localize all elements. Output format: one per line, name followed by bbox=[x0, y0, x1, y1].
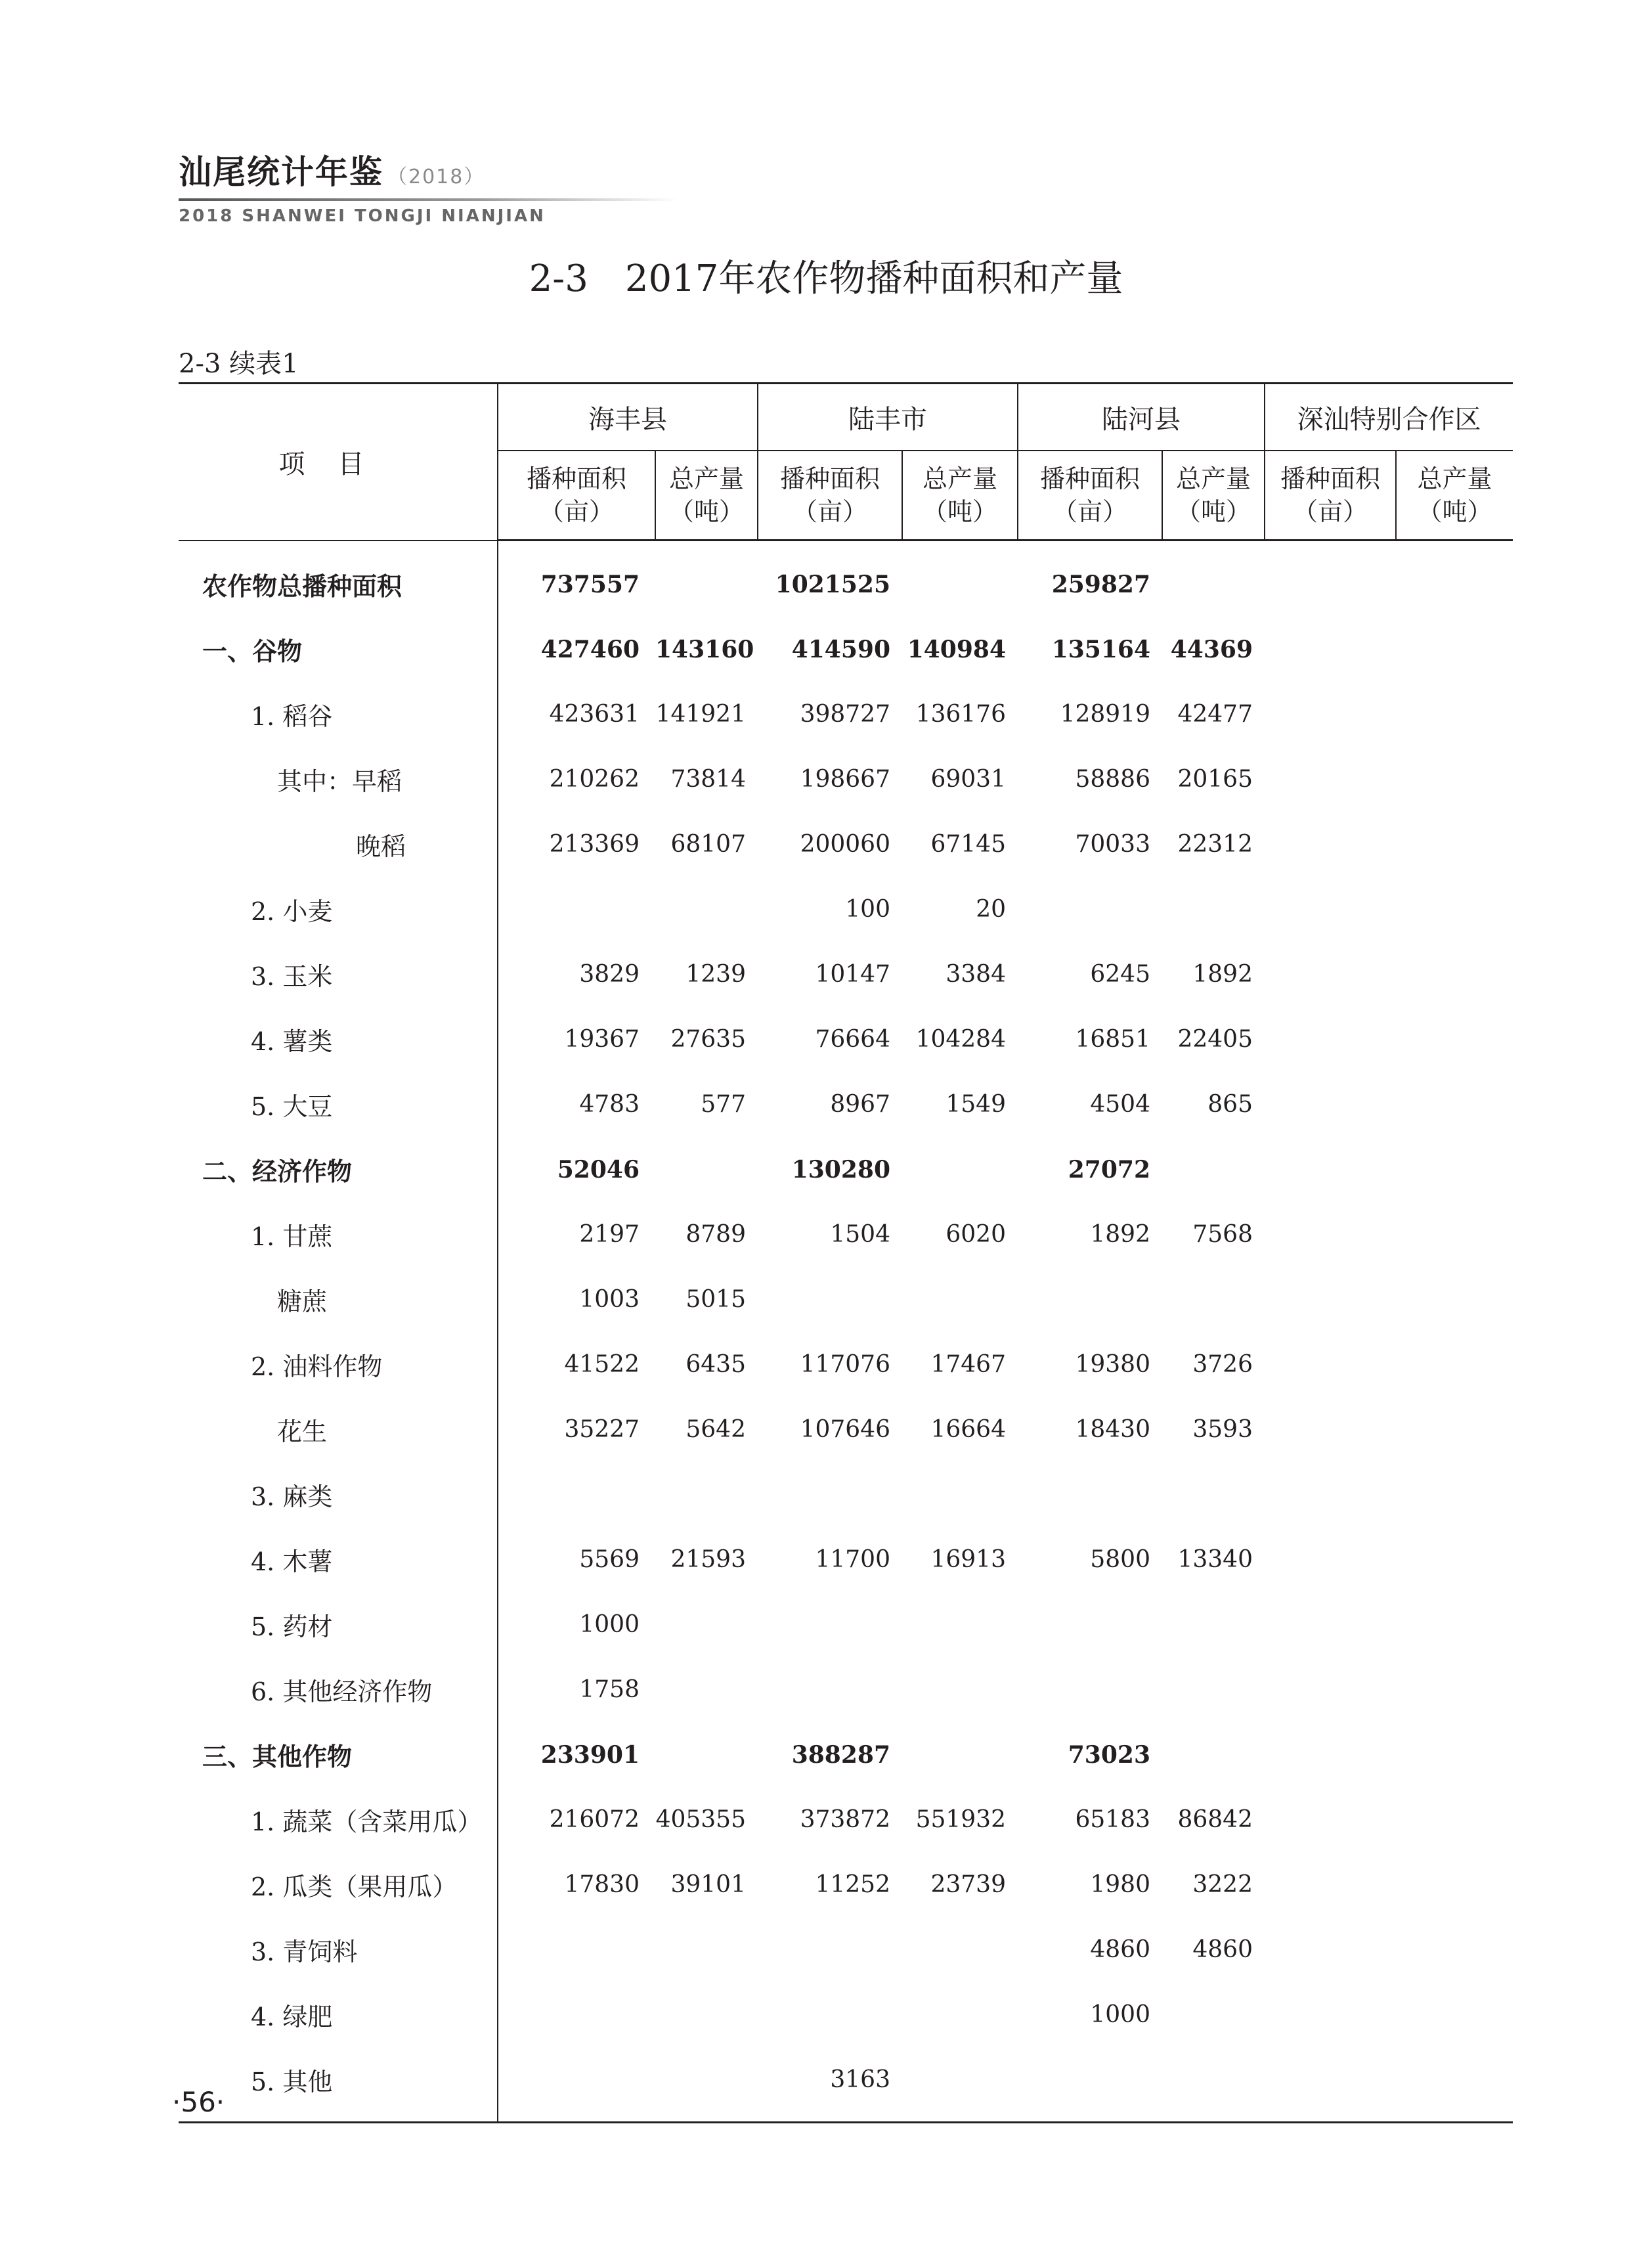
table-cell bbox=[902, 1592, 1018, 1657]
row-label: 二、经济作物 bbox=[202, 1157, 353, 1186]
table-cell: 107646 bbox=[800, 1416, 890, 1443]
table-cell: 1000 bbox=[498, 1592, 655, 1657]
book-subtitle: 2018 SHANWEI TONGJI NIANJIAN bbox=[179, 206, 546, 226]
table-cell bbox=[1162, 1462, 1265, 1527]
table-cell: 27072 bbox=[1068, 1155, 1150, 1184]
table-cell: 13340 bbox=[1177, 1546, 1253, 1573]
book-title: 汕尾统计年鉴 bbox=[179, 153, 383, 191]
table-cell: 3163 bbox=[758, 2047, 902, 2123]
output-column-header: 总产量 （吨） bbox=[1396, 451, 1513, 541]
row-label: 2. 小麦 bbox=[251, 897, 333, 926]
table-cell bbox=[1396, 1722, 1513, 1787]
table-row bbox=[179, 942, 1513, 1007]
table-cell bbox=[498, 2047, 655, 2123]
table-cell: 1980 bbox=[1090, 1871, 1150, 1898]
table-cell: 5800 bbox=[1090, 1546, 1150, 1573]
row-label: 5. 其他 bbox=[179, 2047, 498, 2123]
table-cell: 737557 bbox=[498, 541, 655, 617]
table-cell: 5015 bbox=[685, 1286, 746, 1313]
row-label: 三、其他作物 bbox=[202, 1742, 353, 1771]
table-cell bbox=[1396, 1397, 1513, 1462]
table-cell bbox=[1265, 877, 1396, 942]
table-cell bbox=[902, 1657, 1018, 1722]
table-cell bbox=[902, 1722, 1018, 1787]
table-cell: 233901 bbox=[498, 1722, 655, 1787]
table-caption: 2-3 续表1 bbox=[179, 349, 299, 379]
table-cell: 1892 bbox=[1192, 961, 1253, 988]
table-cell bbox=[655, 1462, 758, 1527]
table-cell: 21593 bbox=[670, 1546, 746, 1573]
table-cell: 1021525 bbox=[775, 570, 890, 598]
table-cell bbox=[1396, 1917, 1513, 1982]
table-cell bbox=[1265, 812, 1396, 877]
table-cell bbox=[498, 877, 655, 942]
table-cell bbox=[498, 1462, 655, 1527]
table-cell bbox=[1018, 877, 1162, 942]
table-cell bbox=[1162, 1592, 1265, 1657]
table-cell bbox=[1265, 1072, 1396, 1137]
table-cell: 143160 bbox=[655, 635, 754, 663]
table-cell: 2197 bbox=[498, 1202, 655, 1267]
table-cell: 11252 bbox=[815, 1871, 890, 1898]
table-cell: 35227 bbox=[498, 1397, 655, 1462]
table-cell: 136176 bbox=[915, 701, 1006, 728]
page-number: ·56· bbox=[172, 2086, 225, 2118]
table-cell: 5569 bbox=[498, 1527, 655, 1592]
region-header: 陆丰市 bbox=[758, 384, 1018, 451]
table-cell: 6245 bbox=[1090, 961, 1150, 988]
table-cell: 865 bbox=[1207, 1091, 1253, 1118]
table-cell bbox=[1018, 1267, 1162, 1332]
table-cell: 16664 bbox=[930, 1416, 1006, 1443]
table-row bbox=[179, 1202, 1513, 1267]
table-cell bbox=[758, 1462, 902, 1527]
table-row bbox=[179, 1787, 1513, 1852]
table-cell: 8967 bbox=[830, 1091, 890, 1118]
table-cell: 140984 bbox=[907, 635, 1006, 663]
table-cell bbox=[1018, 2047, 1162, 2123]
table-cell bbox=[1265, 1267, 1396, 1332]
table-cell bbox=[1162, 1267, 1265, 1332]
table-row bbox=[179, 617, 1513, 682]
table-cell bbox=[902, 1267, 1018, 1332]
table-cell: 39101 bbox=[670, 1871, 746, 1898]
table-cell bbox=[1396, 1462, 1513, 1527]
table-cell: 11700 bbox=[815, 1546, 890, 1573]
table-cell bbox=[1265, 617, 1396, 682]
row-label: 3. 玉米 bbox=[251, 962, 333, 991]
table-cell: 73023 bbox=[1068, 1740, 1150, 1769]
table-cell bbox=[1265, 1592, 1396, 1657]
table-cell bbox=[498, 1982, 655, 2047]
table-row bbox=[179, 1332, 1513, 1397]
crop-statistics-table bbox=[179, 382, 1513, 2123]
table-cell bbox=[1396, 942, 1513, 1007]
table-cell: 41522 bbox=[498, 1332, 655, 1397]
table-cell bbox=[655, 2047, 758, 2123]
table-cell: 6435 bbox=[685, 1351, 746, 1378]
table-cell bbox=[655, 1722, 758, 1787]
row-label: 1. 蔬菜（含菜用瓜） bbox=[251, 1807, 483, 1836]
table-cell: 1000 bbox=[1090, 2001, 1150, 2028]
row-label: 2. 油料作物 bbox=[251, 1352, 383, 1381]
table-cell bbox=[1396, 541, 1513, 617]
table-cell: 1003 bbox=[498, 1267, 655, 1332]
table-cell bbox=[1265, 2047, 1396, 2123]
table-cell: 16851 bbox=[1075, 1026, 1150, 1053]
table-cell: 10147 bbox=[815, 961, 890, 988]
table-row bbox=[179, 1007, 1513, 1072]
row-label: 4. 木薯 bbox=[251, 1547, 333, 1576]
region-header: 海丰县 bbox=[498, 384, 758, 451]
table-cell: 20165 bbox=[1177, 766, 1253, 793]
table-cell bbox=[1396, 1787, 1513, 1852]
table-cell: 1758 bbox=[498, 1657, 655, 1722]
row-label: 一、谷物 bbox=[202, 637, 303, 666]
table-body bbox=[179, 541, 1513, 2123]
table-row bbox=[179, 1267, 1513, 1332]
table-cell: 100 bbox=[845, 896, 890, 923]
table-row bbox=[179, 2047, 1513, 2123]
table-cell bbox=[758, 1657, 902, 1722]
table-cell bbox=[1396, 2047, 1513, 2123]
table-cell: 6020 bbox=[946, 1221, 1006, 1248]
table-cell bbox=[1162, 1137, 1265, 1202]
table-cell: 16913 bbox=[930, 1546, 1006, 1573]
row-label: 5. 大豆 bbox=[251, 1092, 333, 1121]
table-cell bbox=[1396, 617, 1513, 682]
table-row bbox=[179, 1722, 1513, 1787]
table-cell bbox=[902, 1917, 1018, 1982]
table-row bbox=[179, 1527, 1513, 1592]
table-cell: 4860 bbox=[1090, 1936, 1150, 1963]
row-label: 农作物总播种面积 bbox=[202, 571, 402, 601]
table-cell bbox=[1265, 541, 1396, 617]
table-cell: 398727 bbox=[800, 701, 890, 728]
table-cell bbox=[902, 1982, 1018, 2047]
table-cell bbox=[655, 1592, 758, 1657]
table-cell: 18430 bbox=[1075, 1416, 1150, 1443]
table-header bbox=[179, 384, 1513, 541]
area-column-header: 播种面积 （亩） bbox=[758, 451, 902, 541]
row-label: 花生 bbox=[277, 1417, 328, 1446]
table-cell: 4783 bbox=[498, 1072, 655, 1137]
table-cell: 70033 bbox=[1075, 831, 1150, 858]
table-cell: 8789 bbox=[685, 1221, 746, 1248]
table-cell: 4860 bbox=[1192, 1936, 1253, 1963]
table-cell: 210262 bbox=[498, 747, 655, 812]
table-cell bbox=[655, 1917, 758, 1982]
table-cell bbox=[1396, 747, 1513, 812]
table-cell bbox=[1265, 1397, 1396, 1462]
table-cell: 17830 bbox=[498, 1852, 655, 1917]
running-header bbox=[179, 146, 678, 226]
table-cell: 3829 bbox=[498, 942, 655, 1007]
table-cell: 3593 bbox=[1192, 1416, 1253, 1443]
table-row bbox=[179, 541, 1513, 617]
table-cell: 7568 bbox=[1192, 1221, 1253, 1248]
table-cell bbox=[1396, 812, 1513, 877]
table-cell bbox=[1265, 1137, 1396, 1202]
table-cell: 65183 bbox=[1075, 1806, 1150, 1833]
table-cell: 130280 bbox=[791, 1155, 890, 1184]
table-cell bbox=[655, 1657, 758, 1722]
table-row bbox=[179, 1982, 1513, 2047]
table-row bbox=[179, 1137, 1513, 1202]
table-cell bbox=[1265, 682, 1396, 747]
page-title: 2-3 2017年农作物播种面积和产量 bbox=[529, 257, 1123, 300]
output-column-header: 总产量 （吨） bbox=[1162, 451, 1265, 541]
table-cell bbox=[758, 1592, 902, 1657]
table-cell bbox=[1162, 2047, 1265, 2123]
table-cell: 69031 bbox=[930, 766, 1006, 793]
row-label: 6. 其他经济作物 bbox=[251, 1677, 433, 1706]
table-cell: 22312 bbox=[1177, 831, 1253, 858]
table-cell bbox=[1396, 1007, 1513, 1072]
table-cell bbox=[1265, 1657, 1396, 1722]
table-row bbox=[179, 812, 1513, 877]
table-cell: 19367 bbox=[498, 1007, 655, 1072]
table-cell bbox=[1396, 1852, 1513, 1917]
book-year: （2018） bbox=[387, 166, 485, 188]
table-row bbox=[179, 1397, 1513, 1462]
row-label: 5. 药材 bbox=[251, 1612, 333, 1641]
table-cell bbox=[1265, 1982, 1396, 2047]
table-cell: 198667 bbox=[800, 766, 890, 793]
table-cell bbox=[655, 541, 758, 617]
table-cell bbox=[1396, 877, 1513, 942]
table-cell bbox=[1396, 1267, 1513, 1332]
table-cell bbox=[655, 1137, 758, 1202]
table-cell bbox=[1396, 1332, 1513, 1397]
row-label: 4. 薯类 bbox=[251, 1027, 333, 1056]
table-row bbox=[179, 1072, 1513, 1137]
table-cell: 259827 bbox=[1051, 570, 1150, 598]
table-cell bbox=[1265, 1787, 1396, 1852]
table-cell bbox=[902, 2047, 1018, 2123]
area-column-header: 播种面积 （亩） bbox=[498, 451, 655, 541]
table-row bbox=[179, 682, 1513, 747]
table-cell bbox=[1396, 1072, 1513, 1137]
region-header: 陆河县 bbox=[1018, 384, 1265, 451]
table-cell bbox=[1162, 1722, 1265, 1787]
table-cell: 128919 bbox=[1060, 701, 1150, 728]
region-header: 深汕特别合作区 bbox=[1265, 384, 1513, 451]
table-cell: 27635 bbox=[670, 1026, 746, 1053]
table-cell: 4504 bbox=[1090, 1091, 1150, 1118]
table-row bbox=[179, 1852, 1513, 1917]
book-title-line bbox=[179, 146, 678, 193]
table-cell: 23739 bbox=[930, 1871, 1006, 1898]
table-row bbox=[179, 1917, 1513, 1982]
table-cell bbox=[498, 1917, 655, 1982]
table-cell bbox=[1018, 1592, 1162, 1657]
row-label: 糖蔗 bbox=[277, 1287, 328, 1316]
statistics-table-container bbox=[179, 382, 1513, 2123]
table-cell: 1549 bbox=[946, 1091, 1006, 1118]
table-cell bbox=[1018, 1462, 1162, 1527]
table-cell bbox=[1018, 1657, 1162, 1722]
table-cell: 104284 bbox=[915, 1026, 1006, 1053]
table-cell: 76664 bbox=[815, 1026, 890, 1053]
table-cell bbox=[902, 1462, 1018, 1527]
table-cell: 141921 bbox=[655, 701, 746, 728]
table-cell: 1239 bbox=[685, 961, 746, 988]
row-label: 3. 青饲料 bbox=[251, 1937, 358, 1966]
table-cell: 551932 bbox=[915, 1806, 1006, 1833]
table-cell bbox=[1396, 1592, 1513, 1657]
table-row bbox=[179, 1657, 1513, 1722]
table-cell bbox=[1265, 1722, 1396, 1787]
area-column-header: 播种面积 （亩） bbox=[1018, 451, 1162, 541]
table-cell bbox=[1162, 877, 1265, 942]
table-cell bbox=[902, 1137, 1018, 1202]
table-cell: 1504 bbox=[830, 1221, 890, 1248]
row-label: 3. 麻类 bbox=[251, 1482, 333, 1511]
table-cell: 135164 bbox=[1051, 635, 1150, 663]
table-cell bbox=[758, 1267, 902, 1332]
table-cell bbox=[1265, 1527, 1396, 1592]
table-cell: 117076 bbox=[800, 1351, 890, 1378]
table-cell bbox=[1162, 541, 1265, 617]
table-cell: 52046 bbox=[498, 1137, 655, 1202]
table-cell: 73814 bbox=[670, 766, 746, 793]
table-cell: 44369 bbox=[1170, 635, 1253, 663]
table-row bbox=[179, 1592, 1513, 1657]
table-cell bbox=[1265, 1007, 1396, 1072]
table-cell bbox=[1162, 1657, 1265, 1722]
table-cell: 216072 bbox=[498, 1787, 655, 1852]
table-cell: 19380 bbox=[1075, 1351, 1150, 1378]
table-cell: 17467 bbox=[930, 1351, 1006, 1378]
table-cell bbox=[1265, 1202, 1396, 1267]
table-cell bbox=[758, 1982, 902, 2047]
row-label: 1. 稻谷 bbox=[251, 702, 333, 731]
table-cell: 1892 bbox=[1090, 1221, 1150, 1248]
table-cell bbox=[1396, 1137, 1513, 1202]
row-label: 其中：早稻 bbox=[277, 767, 402, 796]
table-row bbox=[179, 877, 1513, 942]
table-cell: 405355 bbox=[655, 1806, 746, 1833]
table-cell: 5642 bbox=[685, 1416, 746, 1443]
table-cell: 388287 bbox=[791, 1740, 890, 1769]
table-cell bbox=[1265, 1462, 1396, 1527]
table-cell: 58886 bbox=[1075, 766, 1150, 793]
table-cell: 414590 bbox=[791, 635, 890, 663]
table-cell: 213369 bbox=[498, 812, 655, 877]
row-label: 1. 甘蔗 bbox=[251, 1222, 333, 1251]
table-cell bbox=[1396, 1202, 1513, 1267]
table-cell: 200060 bbox=[800, 831, 890, 858]
table-cell bbox=[1396, 1657, 1513, 1722]
table-cell bbox=[902, 541, 1018, 617]
table-cell bbox=[1265, 1852, 1396, 1917]
table-cell: 42477 bbox=[1177, 701, 1253, 728]
table-cell bbox=[655, 877, 758, 942]
table-cell: 3384 bbox=[946, 961, 1006, 988]
table-row bbox=[179, 1462, 1513, 1527]
table-row bbox=[179, 747, 1513, 812]
area-column-header: 播种面积 （亩） bbox=[1265, 451, 1396, 541]
table-cell: 423631 bbox=[498, 682, 655, 747]
table-cell: 86842 bbox=[1177, 1806, 1253, 1833]
table-cell bbox=[758, 1917, 902, 1982]
output-column-header: 总产量 （吨） bbox=[902, 451, 1018, 541]
table-cell: 3726 bbox=[1192, 1351, 1253, 1378]
table-cell: 3222 bbox=[1192, 1871, 1253, 1898]
table-cell bbox=[1265, 942, 1396, 1007]
row-label: 2. 瓜类（果用瓜） bbox=[251, 1872, 458, 1901]
table-cell bbox=[1265, 1917, 1396, 1982]
table-cell bbox=[1396, 1527, 1513, 1592]
table-cell bbox=[1265, 747, 1396, 812]
table-cell bbox=[1396, 1982, 1513, 2047]
table-cell: 22405 bbox=[1177, 1026, 1253, 1053]
table-cell: 427460 bbox=[498, 617, 655, 682]
table-cell bbox=[1162, 1982, 1265, 2047]
table-cell: 20 bbox=[976, 896, 1006, 923]
table-cell: 577 bbox=[701, 1091, 746, 1118]
output-column-header: 总产量 （吨） bbox=[655, 451, 758, 541]
table-cell: 67145 bbox=[930, 831, 1006, 858]
row-label: 4. 绿肥 bbox=[251, 2003, 333, 2031]
table-cell bbox=[655, 1982, 758, 2047]
item-column-header: 项目 bbox=[179, 384, 498, 541]
table-cell bbox=[1396, 682, 1513, 747]
table-cell: 373872 bbox=[800, 1806, 890, 1833]
row-label: 晚稻 bbox=[356, 832, 406, 861]
table-cell: 68107 bbox=[670, 831, 746, 858]
table-cell bbox=[1265, 1332, 1396, 1397]
header-rule bbox=[179, 198, 678, 201]
